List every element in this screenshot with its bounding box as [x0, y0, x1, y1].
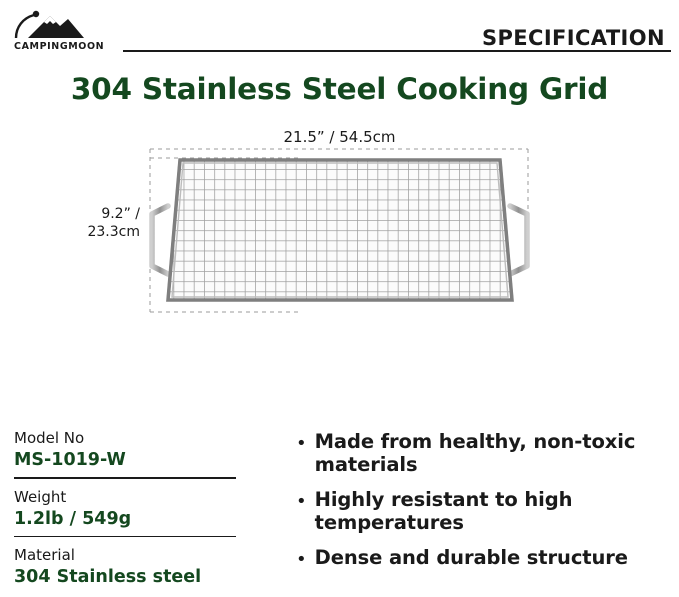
- spec-label-model: Model No: [14, 429, 85, 447]
- spec-row-material: [14, 546, 282, 587]
- details-section: [0, 415, 679, 594]
- features-list: [282, 415, 671, 594]
- feature-item: [296, 489, 671, 534]
- height-dimension-line2: 23.3cm: [87, 223, 140, 240]
- mountain-logo-icon: [14, 10, 118, 40]
- brand-logo: [14, 10, 134, 52]
- specs-list: [14, 415, 282, 594]
- spec-divider-2: [14, 536, 236, 538]
- width-dimension-label: 21.5” / 54.5cm: [283, 128, 396, 146]
- feature-item: [296, 547, 671, 570]
- bullet-icon: •: [296, 549, 307, 571]
- specification-heading-wrap: [134, 6, 669, 56]
- spec-row-model: [14, 429, 282, 479]
- specification-heading: SPECIFICATION: [481, 26, 665, 50]
- bullet-icon: •: [296, 491, 307, 513]
- spec-label-weight: Weight: [14, 487, 67, 506]
- spec-value-weight: 1.2lb / 549g: [14, 508, 132, 529]
- feature-item: [296, 431, 671, 476]
- feature-text: Dense and durable structure: [314, 546, 628, 570]
- height-dimension-line1: 9.2” /: [101, 206, 140, 222]
- feature-text: Made from healthy, non-toxic materials: [314, 430, 636, 476]
- bullet-icon: •: [296, 433, 307, 454]
- page-title: 304 Stainless Steel Cooking Grid: [70, 72, 609, 106]
- product-figure: [0, 118, 679, 368]
- header-divider: [123, 50, 671, 53]
- spec-row-weight: [14, 488, 282, 538]
- spec-label-material: Material: [14, 546, 75, 565]
- spec-value-model: MS-1019-W: [14, 450, 126, 470]
- feature-text: Highly resistant to high temperatures: [314, 488, 573, 534]
- page-header: [0, 0, 679, 56]
- spec-value-material: 304 Stainless steel: [14, 567, 202, 588]
- spec-divider-1: [14, 477, 236, 479]
- cooking-grid-illustration: [0, 118, 679, 368]
- brand-name: CAMPINGMOON: [14, 41, 105, 52]
